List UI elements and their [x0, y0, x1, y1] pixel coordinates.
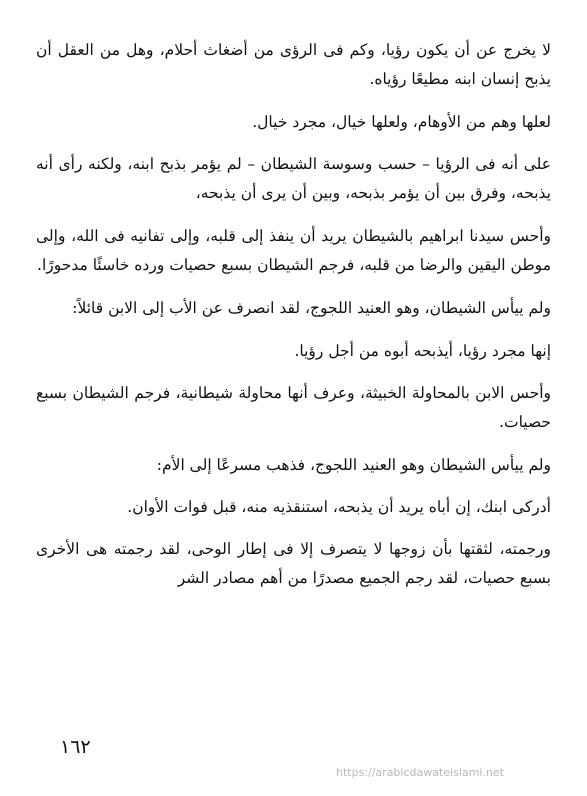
paragraph-5: ولم ييأس الشيطان، وهو العنيد اللجوج، لقد انصرف عن الأب إلى الابن قائلاً:: [72, 299, 551, 317]
paragraph-7: وأحس الابن بالمحاولة الخبيثة، وعرف أنها محاولة شيطانية، فرجم الشيطان بسبع حصيات.: [36, 384, 551, 431]
paragraph-9: أدركى ابنك، إن أباه يريد أن يذبحه، استنقذيه منه، قبل فوات الأوان.: [127, 498, 551, 516]
paragraph-8: ولم ييأس الشيطان وهو العنيد اللجوج، فذهب مسرعًا إلى الأم:: [156, 456, 551, 474]
paragraph-4: وأحس سيدنا ابراهيم بالشيطان يريد أن ينفذ إلى قلبه، وإلى تفانيه فى الله، وإلى موطن اليقين والرضا من قلبه، فرجم الشيطان بسبع حصيات ورده خاسئًا مدحورًا.: [36, 227, 551, 274]
paragraph-2: لعلها وهم من الأوهام، ولعلها خيال، مجرد خيال.: [252, 113, 551, 131]
body-text: [36, 36, 551, 607]
watermark-url: https://arabicdawateislami.net: [336, 766, 504, 779]
paragraph-6: إنها مجرد رؤيا، أيذبحه أبوه من أجل رؤيا.: [294, 342, 551, 360]
paragraph-3: على أنه فى الرؤيا – حسب وسوسة الشيطان – لم يؤمر بذبح ابنه، ولكنه رأى أنه يذبحه، وفرق بين أن يؤمر بذبحه، وبين أن يرى أن يذبحه،: [36, 155, 551, 202]
page-number: ١٦٢: [60, 736, 91, 758]
paragraph-1: لا يخرج عن أن يكون رؤيا، وكم فى الرؤى من أضغاث أحلام، وهل من العقل أن يذبح إنسان ابنه مطيعًا رؤياه.: [36, 41, 551, 88]
paragraph-10: ورجمته، لثقتها بأن زوجها لا يتصرف إلا فى إطار الوحى، لقد رجمته هى الأخرى بسبع حصيات، لقد رجم الجميع مصدرًا من أهم مصادر الشر: [36, 540, 551, 587]
